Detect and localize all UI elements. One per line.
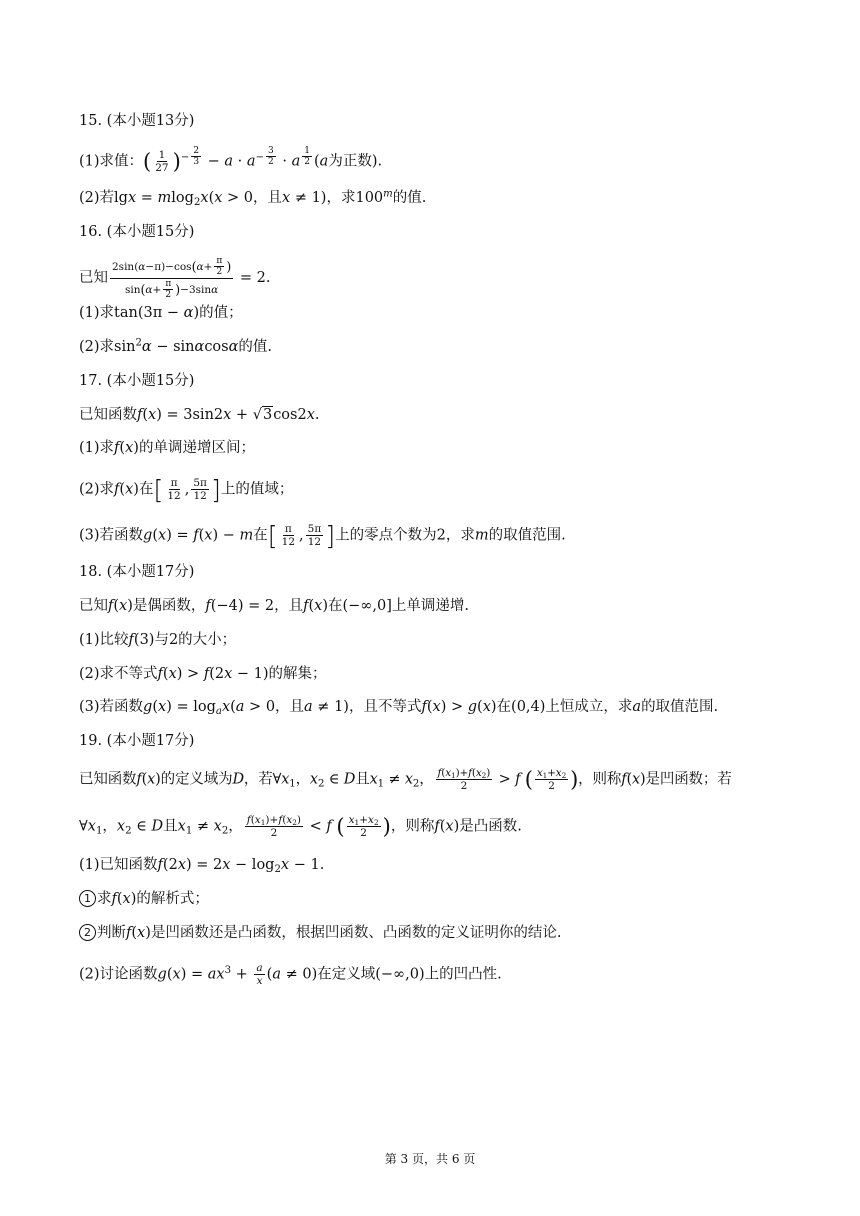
problem-17-part3: (3)若函数g(x) = f(x) − m在[ $\frac{\pi}{12}$ , $\frac{5\pi}{12}$ ]上的零点个数为2，求m的取值范围. [79,520,566,551]
problem-15-part1: (1)求值：( $\frac{1}{27}$ )$^{- \frac{2}{3}}$ − $a \cdot a^{- \frac{3}{2}}$ · a $^{\frac{1}{2}}$ (a为正数). [79,146,383,174]
problem-16-heading [79,224,780,241]
problem-19-definition-line1: 已知函数f(x)的定义域为D，若$\forall x_1$，$x_2$ ∈ D且$x_1 \ne x_2$， $\frac{f(x_1)+f(x_2)}{2}$ > f ( $\frac{x_1+x_2}{2}$ )，则称f(x)是凹函数；若 [79,766,732,793]
circled-one-icon: 1 [79,890,96,907]
problem-16-heading-text: 16. (本小题15分) [79,224,195,240]
problem-19-part1: (1)已知函数$f(2x) = 2x - \log_2x - 1$. [79,857,325,876]
problem-19-heading [79,733,780,750]
problem-18-part1: (1)比较f(3)与2的大小； [79,632,237,648]
problem-15-part2: (2)若lgx = mlog$_2$x(x > 0，且x ≠ 1)，求100$^m$的值. [79,188,427,209]
problem-18-heading-text: 18. (本小题17分) [79,564,195,580]
problem-18-heading [79,564,780,581]
circled-two-icon: 2 [79,924,96,941]
problem-18-given: 已知f(x)是偶函数，f(−4) = 2，且f(x)在(−∞,0]上单调递增. [79,598,469,614]
problem-16-given: 已知 2sin(α−π)−cos(α+ $\frac{\pi}{2}$ ) sin(α+ $\frac{\pi}{2}$ )−3sinα = 2. [79,256,271,301]
problem-19-heading-text: 19. (本小题17分) [79,733,195,749]
problem-15-heading [79,113,780,130]
problem-15-heading-text: 15. (本小题13分) [79,113,195,129]
problem-18-part3: (3)若函数$g(x) = \log_ax(a > 0$，且a ≠ 1)，且不等式f(x) > g(x)在(0,4)上恒成立，求a的取值范围. [79,699,719,718]
problem-17-given: 已知函数f(x) = 3sin2x + √3cos2x. [79,407,320,423]
problem-17-part1: (1)求f(x)的单调递增区间； [79,440,255,456]
problem-17-part2: (2)求f(x)在[ $\frac{\pi}{12}$ , $\frac{5\pi}{12}$ ]上的值域； [79,474,294,505]
problem-19-definition-line2: $\forall x_1$，$x_2$ ∈ D且$x_1 \ne x_2$， $\frac{f(x_1)+f(x_2)}{2}$ < f ( $\frac{x_1+x_2}{2}$ )，则称f(x)是凸函数. [79,813,522,840]
problem-19-part1-a: 1 求f(x)的解析式； [79,890,780,908]
problem-16-part2: (2)求$\sin^2\alpha - \sin\alpha\cos\alpha$的值. [79,337,273,355]
problem-18-part2: (2)求不等式f(x) > f(2x − 1)的解集； [79,666,327,682]
problem-19-part1-b: 2 判断f(x)是凹函数还是凸函数，根据凹函数、凸函数的定义证明你的结论. [79,924,780,942]
problem-17-heading-text: 17. (本小题15分) [79,373,195,389]
problem-17-heading [79,373,780,390]
page-footer: 第 3 页，共 6 页 [384,1152,476,1166]
problem-19-part2: (2)讨论函数$g(x) = ax^3$ + $\frac{a}{x}$ (a ≠ 0)在定义域(−∞,0)上的凹凸性. [79,962,502,988]
problem-16-part1: (1)求tan(3π − α)的值； [79,305,243,321]
